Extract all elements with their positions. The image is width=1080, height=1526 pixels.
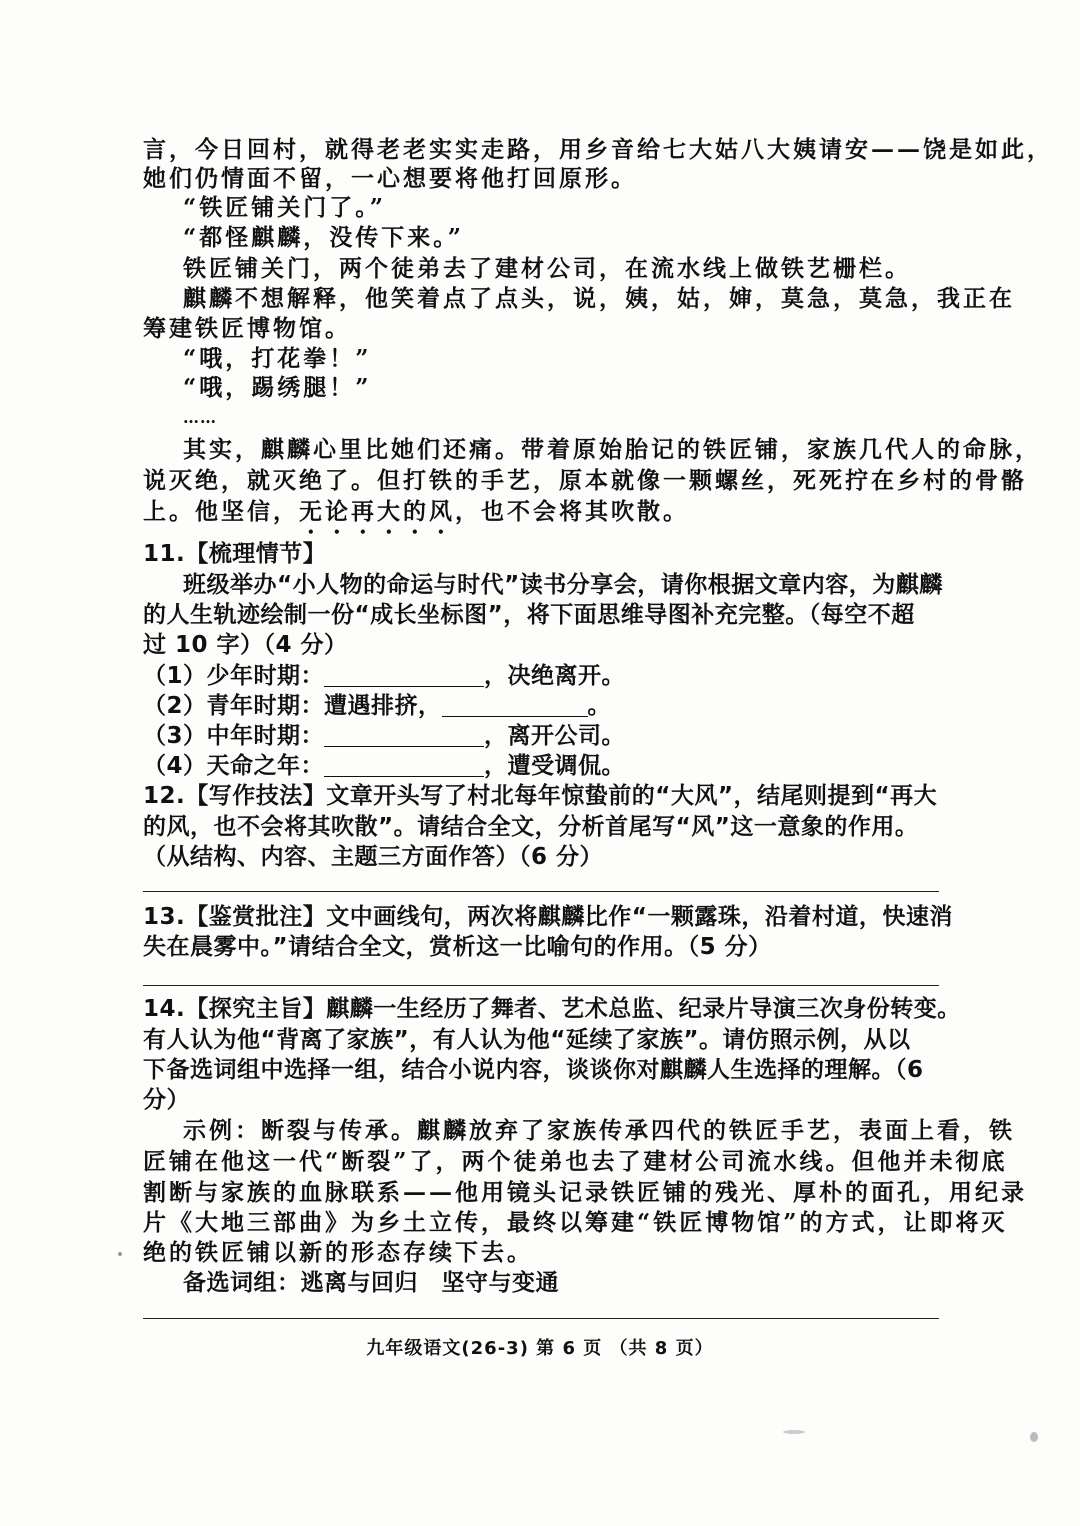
passage-line-5: 铁匠铺关门，两个徒弟去了建材公司，在流水线上做铁艺栅栏。 [183, 255, 911, 282]
q11-item-2-label: （2）青年时期：遭遇排挤， [143, 693, 442, 719]
q12-answer-line[interactable] [143, 891, 939, 892]
passage-line-11: 其实，麒麟心里比她们还痛。带着原始胎记的铁匠铺，家族几代人的命脉， [183, 436, 1041, 463]
passage-dialogue-1: “铁匠铺关门了。” [183, 194, 386, 221]
q13-answer-line[interactable] [143, 985, 939, 986]
q14-option-phrases: 备选词组：逃离与回归 坚守与变通 [183, 1270, 559, 1296]
q11-title: 11.【梳理情节】 [143, 541, 327, 567]
q12-prompt-line-2: 的风，也不会将其吹散”。请结合全文，分析首尾写“风”这一意象的作用。 [143, 814, 919, 840]
q13-prompt-line-1: 13.【鉴赏批注】文中画线句，两次将麒麟比作“一颗露珠，沿着村道，快速消 [143, 904, 953, 930]
scan-speck [118, 1252, 122, 1256]
q11-item-2-suffix: 。 [587, 693, 612, 719]
q13-prompt-line-2: 失在晨雾中。”请结合全文，赏析这一比喻句的作用。（5 分） [143, 934, 772, 960]
q11-item-4-label: （4）天命之年： [143, 753, 325, 779]
q11-item-4-suffix: ，遭受调侃。 [484, 753, 626, 779]
q11-answer-blank-2[interactable] [442, 694, 588, 717]
q14-example-line-2: 匠铺在他这一代“断裂”了，两个徒弟也去了建材公司流水线。但他并未彻底 [143, 1148, 1008, 1175]
passage-ellipsis: …… [183, 408, 217, 427]
page-footer: 九年级语文(26-3) 第 6 页 （共 8 页） [366, 1338, 714, 1359]
footer-divider [143, 1318, 939, 1319]
scan-mark [783, 1430, 805, 1434]
q11-item-3-label: （3）中年时期： [143, 723, 325, 749]
passage-line-13-start: 上。他坚信， [143, 498, 299, 525]
passage-line-7: 筹建铁匠博物馆。 [143, 315, 351, 342]
q14-example-line-4: 片《大地三部曲》为乡土立传，最终以筹建“铁匠博物馆”的方式，让即将灭 [143, 1209, 1008, 1236]
q11-item-3 [143, 721, 625, 751]
passage-line-1: 言，今日回村，就得老老实实走路，用乡音给七大姑八大姨请安——饶是如此， [143, 136, 1053, 163]
q11-answer-blank-4[interactable] [324, 754, 484, 777]
q12-prompt-line-3: （从结构、内容、主题三方面作答）（6 分） [143, 844, 604, 870]
q11-prompt-line-2: 的人生轨迹绘制一份“成长坐标图”，将下面思维导图补充完整。（每空不超 [143, 602, 915, 628]
dotted-emphasis-phrase: 无论再大的风 [299, 498, 455, 525]
q14-example-line-5: 绝的铁匠铺以新的形态存续下去。 [143, 1239, 533, 1266]
q14-prompt-line-2: 有人认为他“背离了家族”，有人认为他“延续了家族”。请仿照示例，从以 [143, 1027, 911, 1053]
passage-dialogue-3: “哦，打花拳！” [183, 345, 372, 372]
q14-prompt-line-3: 下备选词组中选择一组，结合小说内容，谈谈你对麒麟人生选择的理解。（6 [143, 1057, 924, 1083]
passage-line-13 [143, 497, 689, 539]
q11-answer-blank-1[interactable] [324, 664, 484, 687]
q12-prompt-line-1: 12.【写作技法】文章开头写了村北每年惊蛰前的“大风”，结尾则提到“再大 [143, 783, 938, 809]
q14-prompt-line-1: 14.【探究主旨】麒麟一生经历了舞者、艺术总监、纪录片导演三次身份转变。 [143, 996, 961, 1022]
q11-item-3-suffix: ，离开公司。 [484, 723, 626, 749]
q14-prompt-line-4: 分） [143, 1087, 190, 1113]
q11-answer-blank-3[interactable] [324, 724, 484, 747]
passage-line-2: 她们仍情面不留，一心想要将他打回原形。 [143, 165, 637, 192]
scan-mark [1030, 1432, 1038, 1442]
q11-item-2 [143, 691, 611, 721]
passage-dialogue-2: “都怪麒麟，没传下来。” [183, 224, 464, 251]
q11-item-1 [143, 661, 625, 691]
q11-item-4 [143, 751, 625, 781]
passage-line-12: 说灭绝，就灭绝了。但打铁的手艺，原本就像一颗螺丝，死死拧在乡村的骨骼 [143, 467, 1027, 494]
passage-line-6: 麒麟不想解释，他笑着点了点头，说，姨，姑，婶，莫急，莫急，我正在 [183, 285, 1015, 312]
q11-prompt-line-1: 班级举办“小人物的命运与时代”读书分享会，请你根据文章内容，为麒麟 [183, 572, 943, 598]
q14-example-line-1: 示例：断裂与传承。麒麟放弃了家族传承四代的铁匠手艺，表面上看，铁 [183, 1117, 1015, 1144]
passage-dialogue-4: “哦，踢绣腿！” [183, 374, 372, 401]
passage-line-13-end: ，也不会将其吹散。 [455, 498, 689, 525]
q11-item-1-label: （1）少年时期： [143, 663, 325, 689]
q14-example-line-3: 割断与家族的血脉联系——他用镜头记录铁匠铺的残光、厚朴的面孔，用纪录 [143, 1179, 1027, 1206]
q11-prompt-line-3: 过 10 字）（4 分） [143, 632, 348, 658]
q11-item-1-suffix: ，决绝离开。 [484, 663, 626, 689]
